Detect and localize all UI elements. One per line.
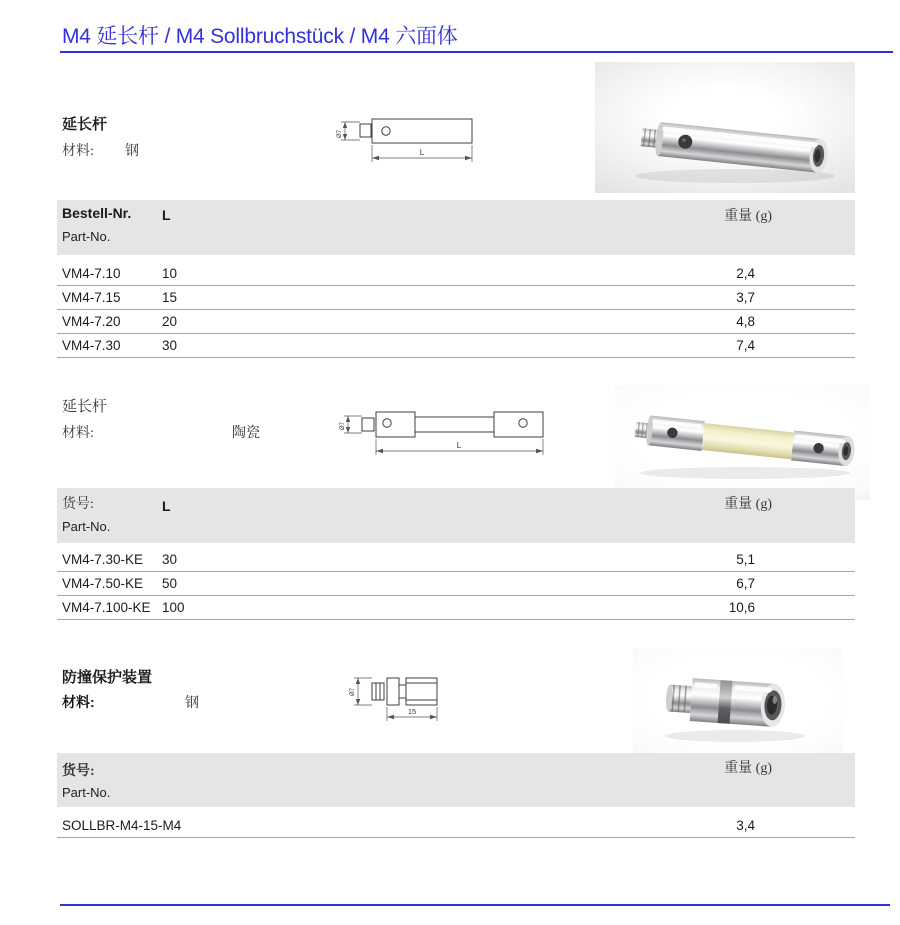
cell-weight: 3,4: [736, 818, 755, 833]
product-render-steel-rod: [595, 62, 855, 193]
table-row: [57, 334, 855, 358]
dim-length-label: 15: [407, 707, 417, 716]
page-title: M4 延长杆 / M4 Sollbruchstück / M4 六面体: [62, 25, 458, 48]
table-row: [57, 548, 855, 572]
cell-part-no: VM4-7.10: [62, 266, 121, 281]
cell-length: 100: [162, 600, 185, 615]
cell-part-no: SOLLBR-M4-15-M4: [62, 818, 182, 833]
cell-part-no: VM4-7.100-KE: [62, 600, 151, 615]
breakaway-table: [57, 753, 855, 843]
breakaway-material-label: 材料:: [62, 694, 95, 710]
breakaway-material-value: 钢: [185, 696, 199, 711]
cell-length: 30: [162, 552, 178, 567]
col-header-weight: 重量 (g): [724, 209, 772, 224]
cell-length: 30: [162, 338, 178, 353]
col-header-length: L: [162, 207, 171, 223]
ceramic-rod-dimension-drawing: [330, 390, 560, 462]
title-divider: [60, 51, 893, 53]
table-row: [57, 262, 855, 286]
col-header-order-no: 货号:: [62, 764, 95, 779]
col-header-length: L: [162, 498, 171, 514]
table-row: [57, 310, 855, 334]
footer-divider: [60, 904, 890, 906]
steel-rod-table: [57, 200, 855, 362]
cell-part-no: VM4-7.15: [62, 290, 121, 305]
ceramic-rod-material-label: 材料:: [62, 426, 94, 441]
col-header-weight: 重量 (g): [724, 761, 772, 776]
cell-weight: 6,7: [736, 576, 755, 591]
cell-length: 10: [162, 266, 178, 281]
steel-rod-dimension-drawing: [331, 100, 486, 170]
dim-diameter-label: Ø7: [337, 129, 343, 139]
table-row: [57, 814, 855, 838]
cell-part-no: VM4-7.30-KE: [62, 552, 144, 567]
col-header-order-no: Bestell-Nr.: [62, 205, 132, 221]
ceramic-rod-material-value: 陶瓷: [232, 426, 260, 441]
breakaway-table-header: [57, 753, 855, 807]
cell-length: 50: [162, 576, 178, 591]
ceramic-rod-table-body: [57, 548, 855, 620]
cell-weight: 3,7: [736, 290, 755, 305]
breakaway-dimension-drawing: [340, 660, 460, 732]
steel-rod-table-body: [57, 262, 855, 358]
cell-weight: 2,4: [736, 266, 755, 281]
product-render-ceramic-rod: [615, 385, 870, 500]
col-header-part-no: Part-No.: [62, 785, 111, 800]
ceramic-rod-table: [57, 488, 855, 624]
dim-length-label: L: [419, 148, 425, 157]
table-row: [57, 572, 855, 596]
product-render-breakaway: [633, 648, 843, 760]
section-breakaway-title: 防撞保护装置: [62, 669, 153, 686]
col-header-part-no: Part-No.: [62, 519, 111, 534]
cell-length: 20: [162, 314, 178, 329]
steel-rod-material-value: 钢: [125, 144, 139, 159]
breakaway-table-body: [57, 814, 855, 838]
table-row: [57, 596, 855, 620]
cell-length: 15: [162, 290, 178, 305]
table-row: [57, 286, 855, 310]
cell-weight: 4,8: [736, 314, 755, 329]
cell-weight: 10,6: [728, 600, 755, 615]
steel-rod-material-label: 材料:: [62, 144, 94, 159]
cell-part-no: VM4-7.20: [62, 314, 121, 329]
cell-weight: 7,4: [736, 338, 755, 353]
cell-weight: 5,1: [736, 552, 755, 567]
steel-rod-table-header: [57, 200, 855, 255]
ceramic-rod-table-header: [57, 488, 855, 543]
cell-part-no: VM4-7.50-KE: [62, 576, 144, 591]
dim-diameter-label: Ø7: [350, 687, 356, 697]
dim-length-label: L: [456, 441, 462, 450]
section-ceramic-rod-title: 延长杆: [62, 399, 108, 415]
col-header-order-no: 货号:: [62, 497, 94, 512]
col-header-weight: 重量 (g): [724, 497, 772, 512]
dim-diameter-label: Ø7: [340, 421, 346, 431]
cell-part-no: VM4-7.30: [62, 338, 121, 353]
col-header-part-no: Part-No.: [62, 229, 111, 244]
section-steel-rod-title: 延长杆: [62, 116, 108, 133]
